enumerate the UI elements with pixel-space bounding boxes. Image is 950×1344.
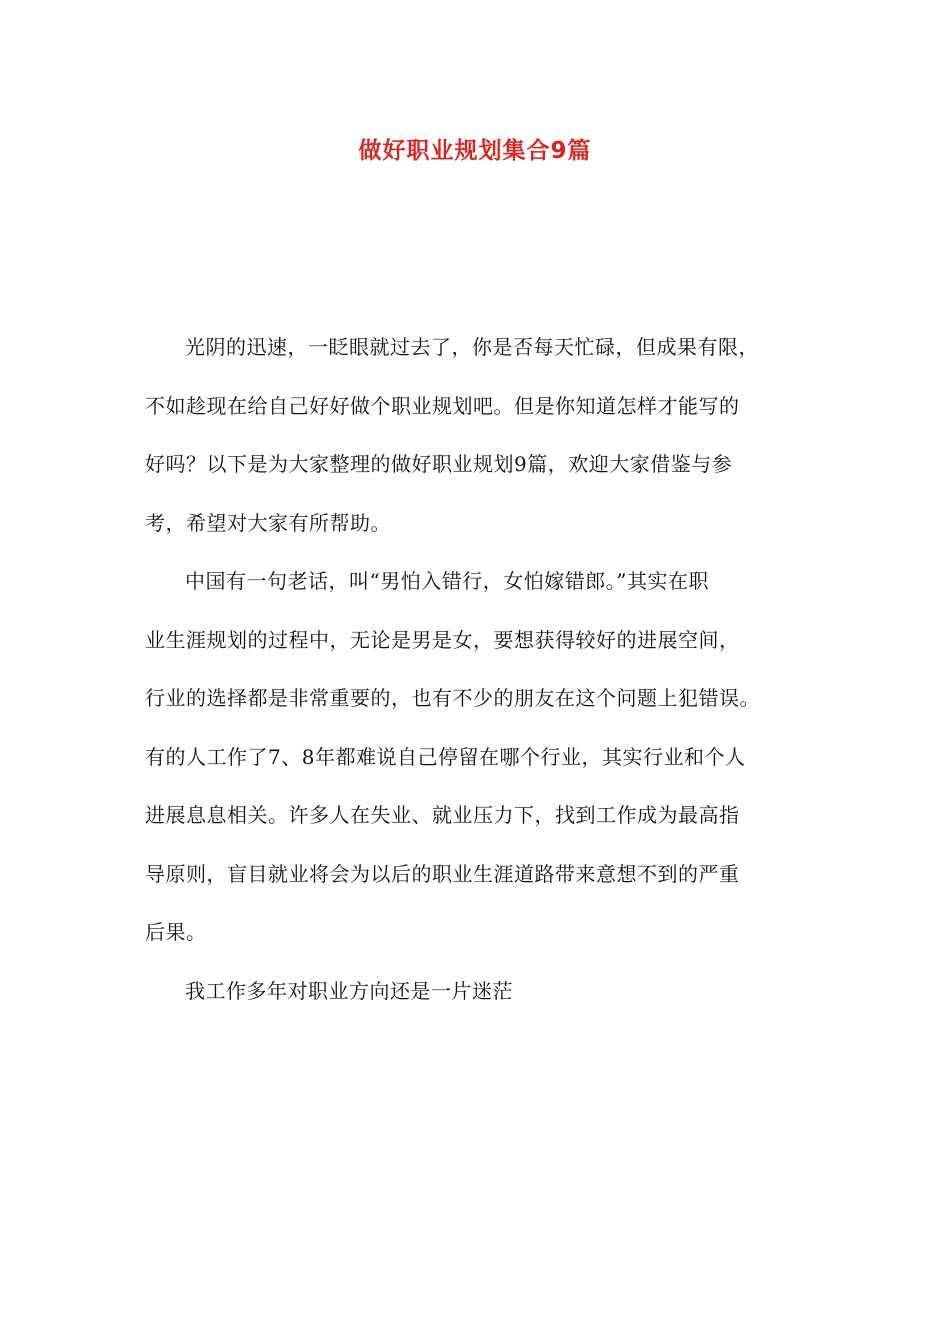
paragraph-line: 中国有一句老话，叫“男怕入错行，女怕嫁错郎。”其实在职 xyxy=(185,569,709,593)
document-title: 做好职业规划集合9篇 xyxy=(358,138,592,164)
paragraph-line: 后果。 xyxy=(145,920,207,944)
paragraph-line: 业生涯规划的过程中，无论是男是女，要想获得较好的进展空间， xyxy=(145,627,740,652)
paragraph-line: 有的人工作了7、8年都难说自己停留在哪个行业，其实行业和个人 xyxy=(145,744,746,769)
paragraph-3 xyxy=(145,962,825,1021)
paragraph-line: 导原则，盲目就业将会为以后的职业生涯道路带来意想不到的严重 xyxy=(145,861,740,886)
document-body xyxy=(145,318,825,1020)
paragraph-1 xyxy=(145,318,825,552)
paragraph-line: 我工作多年对职业方向还是一片迷茫 xyxy=(185,978,513,1003)
paragraph-line: 光阴的迅速，一眨眼就过去了，你是否每天忙碌，但成果有限， xyxy=(185,335,759,359)
paragraph-line: 好吗？以下是为大家整理的做好职业规划9篇，欢迎大家借鉴与参 xyxy=(145,452,733,476)
paragraph-2 xyxy=(145,552,825,962)
paragraph-line: 行业的选择都是非常重要的，也有不少的朋友在这个问题上犯错误。 xyxy=(145,686,760,710)
paragraph-line: 考，希望对大家有所帮助。 xyxy=(145,510,391,535)
paragraph-line: 不如趁现在给自己好好做个职业规划吧。但是你知道怎样才能写的 xyxy=(145,393,740,418)
paragraph-line: 进展息息相关。许多人在失业、就业压力下，找到工作成为最高指 xyxy=(145,803,740,827)
